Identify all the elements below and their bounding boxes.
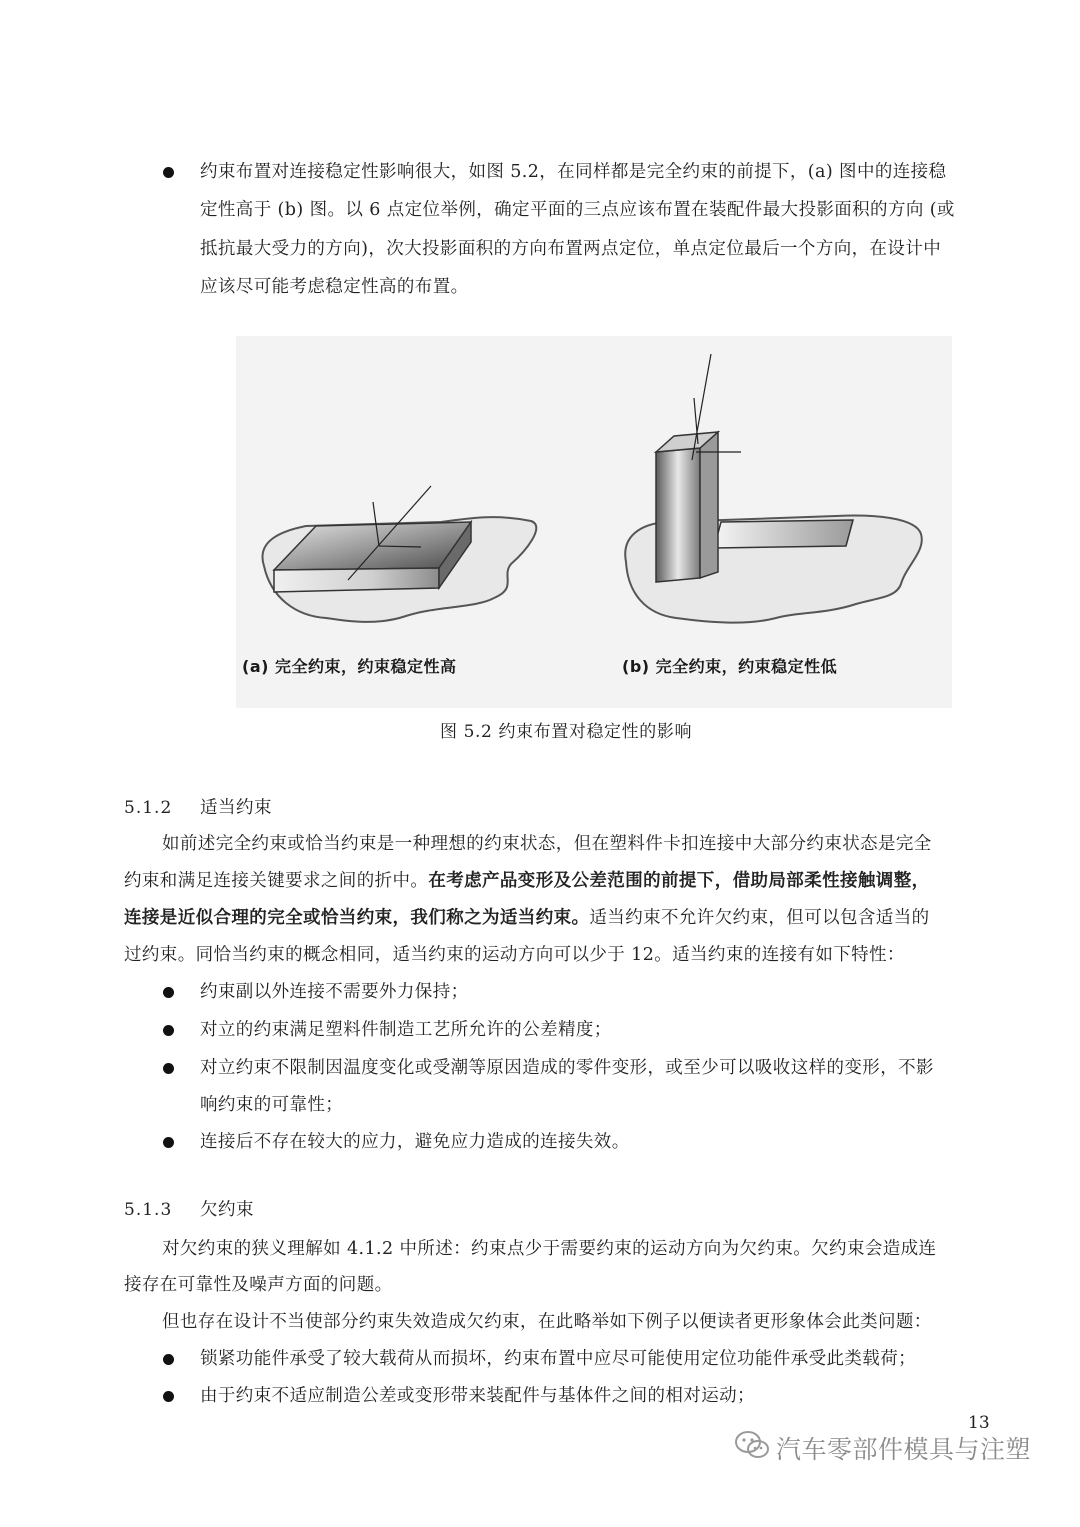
bullet-512-3: 对立约束不限制因温度变化或受潮等原因造成的零件变形，或至少可以吸收这样的变形，不影 [200, 1058, 934, 1078]
intro-line-2: 定性高于 (b) 图。以 6 点定位举例，确定平面的三点应该布置在装配件最大投影面积的方向 (或 [200, 200, 955, 220]
bullet-512-4: 连接后不存在较大的应力，避免应力造成的连接失效。 [200, 1132, 630, 1152]
para-512-line-3 [124, 906, 930, 930]
para-513-1-line-2: 接存在可靠性及噪声方面的问题。 [124, 1275, 393, 1295]
para-512-line-2-normal: 约束和满足连接关键要求之间的折中。 [124, 871, 429, 891]
base-bar-b [714, 520, 853, 548]
wall-front-b [656, 448, 700, 582]
bullet-dot [163, 1025, 174, 1036]
wall-side-b [700, 432, 718, 578]
page-number: 13 [968, 1413, 990, 1433]
bullet-dot [163, 987, 174, 998]
bullet-512-1: 约束副以外连接不需要外力保持； [200, 982, 469, 1002]
para-512-line-1: 如前述完全约束或恰当约束是一种理想的约束状态，但在塑料件卡扣连接中大部分约束状态是完全 [162, 834, 932, 854]
bullet-512-2: 对立的约束满足塑料件制造工艺所允许的公差精度； [200, 1020, 612, 1040]
section-number-512: 5.1.2 [124, 798, 173, 818]
para-513-1-line-1: 对欠约束的狭义理解如 4.1.2 中所述：约束点少于需要约束的运动方向为欠约束。欠约束会造成连 [162, 1239, 937, 1259]
section-title-512: 适当约束 [200, 798, 272, 818]
bullet-513-2: 由于约束不适应制造公差或变形带来装配件与基体件之间的相对运动； [200, 1386, 755, 1406]
figure-illustration [236, 336, 952, 708]
para-512-line-4: 过约束。同恰当约束的概念相同，适当约束的运动方向可以少于 12。适当约束的连接有如下特性： [124, 945, 905, 965]
wechat-icon [733, 1428, 773, 1462]
watermark-text: 汽车零部件模具与注塑 [776, 1435, 1032, 1464]
figure-5-2 [236, 336, 952, 708]
bullet-513-1: 锁紧功能件承受了较大载荷从而损坏，约束布置中应尽可能使用定位功能件承受此类载荷； [200, 1349, 916, 1369]
bullet-dot [163, 1137, 174, 1148]
bullet-dot [163, 1354, 174, 1365]
bullet-dot [163, 1063, 174, 1074]
section-title-513: 欠约束 [200, 1200, 254, 1220]
section-number-513: 5.1.3 [124, 1200, 173, 1220]
figure-label-b: (b) 完全约束，约束稳定性低 [622, 657, 838, 676]
figure-label-a: (a) 完全约束，约束稳定性高 [242, 657, 457, 676]
para-512-line-3-bold: 连接是近似合理的完全或恰当约束，我们称之为适当约束。 [124, 908, 590, 928]
para-512-line-2 [124, 869, 930, 893]
para-512-line-2-bold: 在考虑产品变形及公差范围的前提下，借助局部柔性接触调整， [428, 871, 930, 891]
intro-line-4: 应该尽可能考虑稳定性高的布置。 [200, 277, 469, 297]
para-512-line-3-normal: 适当约束不允许欠约束，但可以包含适当的 [589, 908, 930, 928]
bullet-dot [163, 1391, 174, 1402]
para-513-2: 但也存在设计不当使部分约束失效造成欠约束，在此略举如下例子以便读者更形象体会此类问题： [162, 1312, 932, 1332]
bullet-dot [163, 167, 174, 178]
figure-caption: 图 5.2 约束布置对稳定性的影响 [440, 722, 693, 742]
block-front-a [274, 568, 439, 592]
intro-line-3: 抵抗最大受力的方向)，次大投影面积的方向布置两点定位，单点定位最后一个方向，在设计中 [200, 239, 942, 259]
intro-line-1: 约束布置对连接稳定性影响很大，如图 5.2，在同样都是完全约束的前提下，(a) 图中的连接稳 [200, 162, 947, 182]
bullet-512-3-cont: 响约束的可靠性； [200, 1095, 344, 1115]
